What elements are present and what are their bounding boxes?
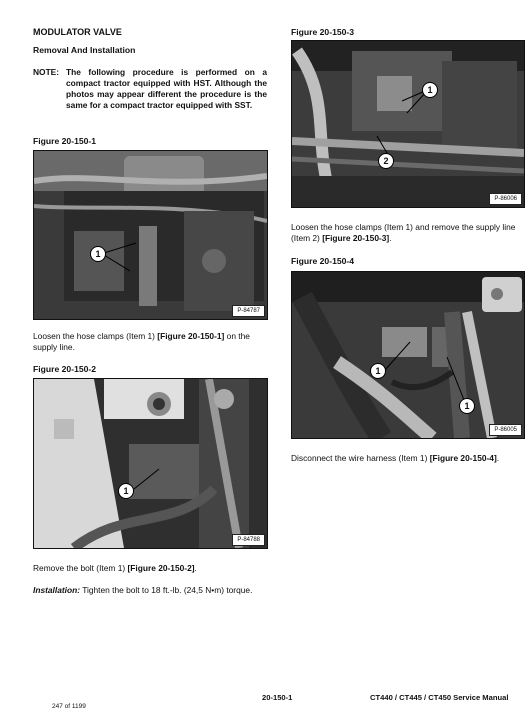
figure-label-3: Figure 20-150-3 — [291, 27, 355, 37]
page-count: 247 of 1199 — [52, 703, 86, 710]
figure-1-callout-1: 1 — [90, 246, 106, 262]
step-4-ref: [Figure 20-150-4] — [429, 453, 497, 463]
figure-label-4: Figure 20-150-4 — [291, 256, 355, 266]
figure-3-callout-1: 1 — [422, 82, 438, 98]
figure-2-code: P-84788 — [232, 534, 265, 546]
step-1-body: Loosen the hose clamps (Item 1) — [33, 331, 155, 341]
figure-label-1: Figure 20-150-1 — [33, 136, 97, 146]
figure-photo-3 — [291, 40, 525, 208]
step-4-text — [291, 453, 523, 464]
figure-4-code: P-86005 — [489, 424, 522, 436]
figure-2-callout-1: 1 — [118, 483, 134, 499]
figure-photo-4 — [291, 271, 525, 439]
figure-photo-2 — [33, 378, 268, 549]
step-1-text — [33, 331, 267, 353]
page-number: 20-150-1 — [262, 693, 293, 702]
wire-harness-photo-graphic — [292, 272, 524, 438]
step-2-text — [33, 563, 267, 574]
engine-photo-graphic — [34, 151, 267, 319]
figure-3-code: P-86006 — [489, 193, 522, 205]
supply-line-photo-graphic — [292, 41, 524, 207]
step-1-ref: [Figure 20-150-1] — [157, 331, 225, 341]
bolt-photo-graphic — [34, 379, 267, 548]
manual-title: CT440 / CT445 / CT450 Service Manual — [370, 693, 509, 702]
figure-1-code: P-84787 — [232, 305, 265, 317]
subsection-title: Removal And Installation — [33, 45, 136, 55]
figure-3-callout-2: 2 — [378, 153, 394, 169]
note-label: NOTE: — [33, 67, 60, 77]
step-4-body: Disconnect the wire harness (Item 1) — [291, 453, 428, 463]
note-text: The following procedure is performed on a compact tractor equipped with HST. Although the photos may appear different the procedure is the same for a compact tractor equipped with SST. — [66, 67, 267, 110]
step-2-ref: [Figure 20-150-2] — [127, 563, 195, 573]
step-3-ref: [Figure 20-150-3] — [322, 233, 390, 243]
section-title: MODULATOR VALVE — [33, 27, 122, 37]
figure-4-callout-2: 1 — [459, 398, 475, 414]
step-3-text — [291, 222, 523, 244]
step-1-tail: on the supply line. — [33, 331, 250, 352]
installation-label: Installation: — [33, 585, 80, 595]
step-3-body: Loosen the hose clamps (Item 1) and remove the supply line (Item 2) — [291, 222, 516, 243]
figure-4-callout-1: 1 — [370, 363, 386, 379]
figure-label-2: Figure 20-150-2 — [33, 364, 97, 374]
step-2-body: Remove the bolt (Item 1) — [33, 563, 126, 573]
figure-photo-1 — [33, 150, 268, 320]
step-3-tail: . — [389, 233, 392, 243]
installation-body: Tighten the bolt to 18 ft.-lb. (24,5 N•m) torque. — [82, 585, 253, 595]
step-4-tail: . — [496, 453, 500, 463]
installation-text — [33, 585, 267, 596]
step-2-tail: . — [194, 563, 197, 573]
